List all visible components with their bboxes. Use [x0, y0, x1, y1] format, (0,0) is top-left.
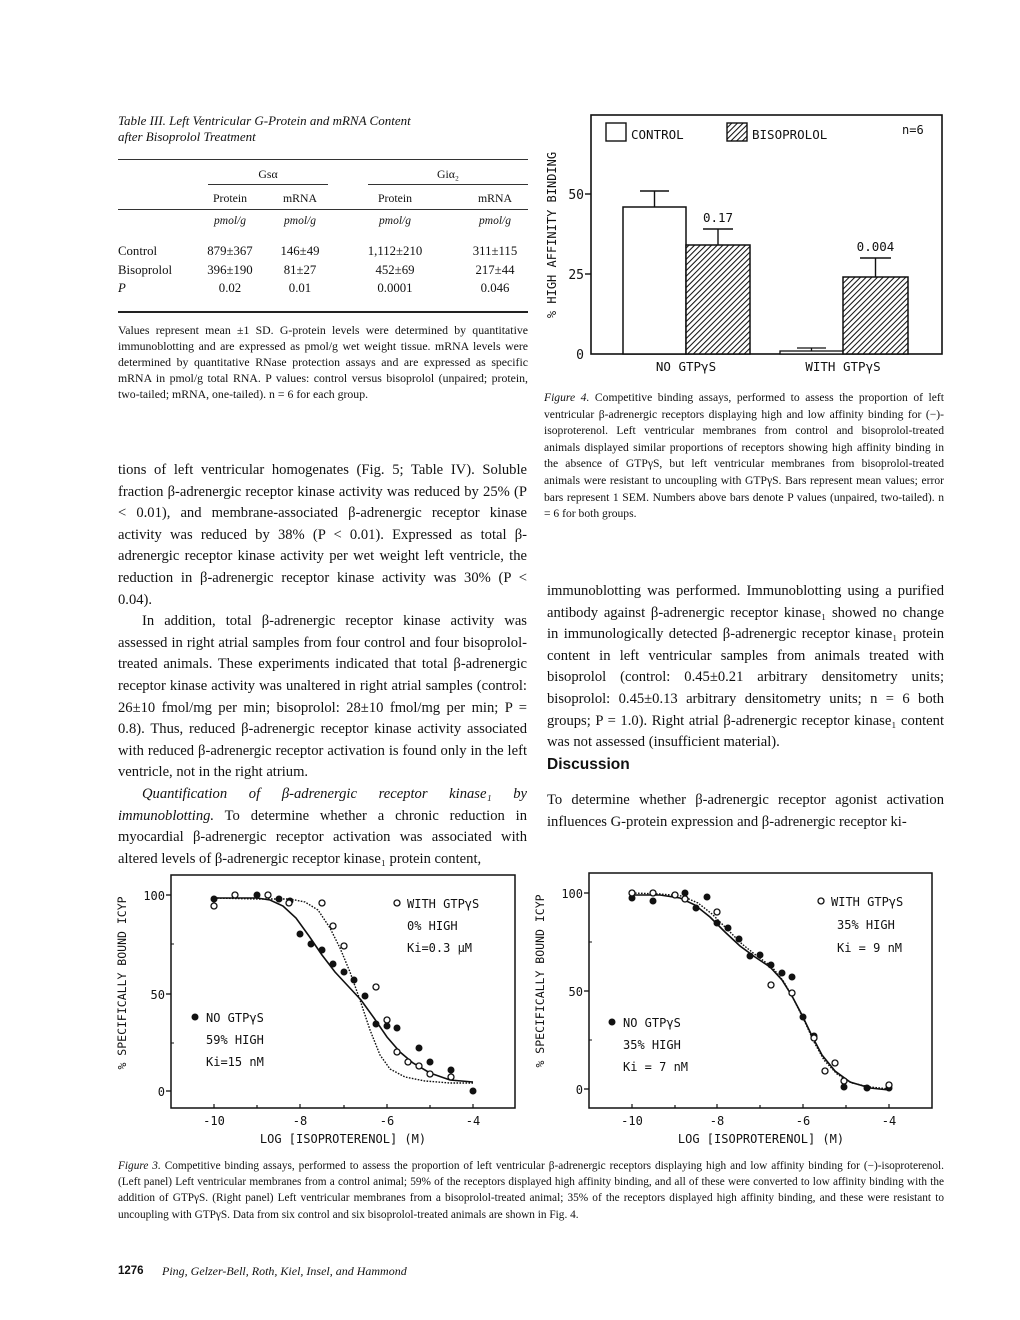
cell: 0.01	[288, 281, 312, 295]
cell: 217±44	[475, 262, 515, 277]
col-header: Protein	[212, 191, 248, 205]
svg-text:-6: -6	[795, 1114, 811, 1128]
y-axis-label: % HIGH AFFINITY BINDING	[545, 151, 559, 319]
p-value-annotation: 0.004	[856, 239, 895, 254]
run-in-heading: Quantification of β-adrenergic receptor kinase₁ by immunoblotting.	[118, 785, 527, 824]
cell: 1,112±210	[367, 244, 423, 258]
bar-control-with-gtp	[780, 351, 843, 354]
figure3-caption	[118, 1158, 944, 1223]
legend-label: 35% HIGH	[623, 1038, 681, 1052]
x-category-label: WITH GTPγS	[805, 359, 881, 374]
caption-body: Competitive binding assays, performed to assess the proportion of left ventricular β-adrenergic receptors displaying high and low affinity binding for (−)-isoproterenol. (Left panel) Left ventricular membranes from a control animal; 59% of the receptors displayed high affinity binding, and all of these were converted to low affinity binding with the addition of GTPγS. (Right panel) Left ventricular membranes from a bisoprolol-treated animal; 35% of the receptors displayed high affinity binding, and these were resistant to uncoupling with GTPγS. Data from six control and six bisoprolol-treated animals are shown in Fig. 4.	[118, 1160, 944, 1221]
legend-swatch-control	[606, 123, 626, 141]
caption-text	[544, 390, 944, 523]
paragraph-text: To determine whether a chronic reduction in myocardial β-adrenergic receptor activation was associated with altered levels of β-adrenergic receptor kinase₁ protein content,	[118, 807, 527, 867]
svg-text:-8: -8	[709, 1114, 725, 1128]
row-label: Control	[118, 244, 158, 258]
legend-label: Ki=0.3 µM	[407, 941, 473, 955]
n-label: n=6	[902, 123, 924, 137]
col-header: Protein	[377, 191, 413, 205]
unit: pmol/g	[479, 215, 511, 227]
caption-label: Figure 3.	[118, 1160, 161, 1172]
page-number: 1276	[118, 1265, 144, 1277]
table-title-line1: Table III. Left Ventricular G-Protein and mRNA Content	[118, 113, 411, 128]
legend-label-control: CONTROL	[631, 127, 684, 142]
p-value-annotation: 0.17	[702, 210, 734, 225]
y-tick-label: 0	[576, 348, 584, 363]
svg-text:-8: -8	[292, 1114, 308, 1128]
legend-label: NO GTPγS	[623, 1016, 681, 1030]
paragraph: To determine whether β-adrenergic receptor agonist activation influences G-protein expression and β-adrenergic receptor ki-	[547, 792, 944, 830]
cell: 146±49	[280, 244, 320, 258]
row-label: Bisoprolol	[118, 262, 173, 277]
svg-text:-6: -6	[379, 1114, 395, 1128]
paragraph: tions of left ventricular homogenates (Fig. 5; Table IV). Soluble fraction β-adrenergic receptor kinase activity was reduced by 25% (P < 0.01), and membrane-associated β-adrenergic receptor kinase activity was reduced by 38% (P < 0.01). Expressed as total β-adrenergic receptor kinase activity per wet weight left ventricle, the reduction in β-adrenergic receptor kinase activity was 30% (P < 0.04).	[118, 462, 527, 608]
svg-text:0: 0	[157, 1085, 165, 1099]
y-tick-label: 25	[568, 268, 584, 283]
svg-text:-4: -4	[465, 1114, 481, 1128]
col-header: mRNA	[477, 191, 513, 205]
legend-label: 0% HIGH	[407, 919, 458, 933]
right-column-text	[547, 581, 944, 754]
legend-label-bisoprolol: BISOPROLOL	[752, 127, 828, 142]
table-row	[118, 261, 528, 280]
legend-label: Ki=15 nM	[206, 1055, 264, 1069]
svg-text:-4: -4	[881, 1114, 897, 1128]
svg-text:50: 50	[150, 988, 165, 1002]
filled-circle-icon	[609, 1019, 616, 1026]
section-heading: Discussion	[547, 756, 630, 773]
y-axis-label: % SPECIFICALLY BOUND ICYP	[115, 896, 129, 1070]
figure4-caption	[544, 390, 944, 523]
row-label: P	[118, 281, 126, 295]
legend-label: 35% HIGH	[837, 918, 895, 932]
caption-text	[118, 1158, 944, 1223]
table-row	[118, 242, 528, 261]
legend-label: Ki = 9 nM	[837, 941, 903, 955]
unit: pmol/g	[214, 215, 246, 227]
legend-label: NO GTPγS	[206, 1011, 264, 1025]
left-column-text	[118, 460, 527, 870]
bar-bisoprolol-no-gtp	[686, 245, 750, 354]
filled-circle-icon	[192, 1014, 199, 1021]
legend-label: WITH GTPγS	[407, 897, 480, 911]
cell: 81±27	[283, 262, 317, 277]
unit: pmol/g	[379, 215, 411, 227]
legend-label: Ki = 7 nM	[623, 1060, 689, 1074]
x-category-label: NO GTPγS	[655, 359, 717, 374]
figure3-left-chart	[110, 868, 530, 1150]
figure4-bar-chart	[530, 108, 955, 378]
svg-text:50: 50	[568, 985, 583, 999]
group-header-gia2: Giα₂	[436, 167, 460, 181]
table-row	[118, 279, 528, 298]
table-bottom-rule	[118, 311, 528, 313]
table-title	[118, 113, 528, 145]
cell: 396±190	[207, 262, 253, 277]
legend-swatch-bisoprolol	[727, 123, 747, 141]
table-iii	[118, 113, 528, 160]
x-axis-label: LOG [ISOPROTERENOL] (M)	[677, 1132, 845, 1146]
paragraph: In addition, total β-adrenergic receptor kinase activity was assessed in right atrial samples from four control and four bisoprolol-treated animals. These experiments indicated that total β-adrenergic receptor kinase activity was unaltered in right atrial samples (control: 26±10 fmol/mg per min; bisoprolol: 28±10 fmol/mg per min; P = 0.8). Thus, reduced β-adrenergic receptor kinase activity associated with reduced β-adrenergic receptor activation is found only in the left ventricle, not in the right atrium.	[118, 613, 527, 781]
x-axis-label: LOG [ISOPROTERENOL] (M)	[259, 1132, 427, 1146]
y-tick-label: 50	[568, 188, 584, 203]
open-circle-icon	[394, 900, 400, 906]
bar-control-no-gtp	[623, 207, 686, 354]
bar-bisoprolol-with-gtp	[843, 277, 908, 354]
unit: pmol/g	[284, 215, 316, 227]
cell: 0.0001	[377, 281, 413, 295]
cell: 879±367	[207, 244, 253, 258]
y-axis-label: % SPECIFICALLY BOUND ICYP	[533, 894, 547, 1068]
paragraph	[118, 784, 527, 870]
figure3-right-chart	[530, 866, 950, 1150]
svg-text:-10: -10	[203, 1114, 225, 1128]
right-column-text-2	[547, 790, 944, 833]
header-rule	[118, 209, 528, 210]
svg-text:100: 100	[561, 887, 583, 901]
caption-body: Competitive binding assays, performed to assess the proportion of left ventricular β-adrenergic receptors displaying high and low affinity binding for (−)-isoproterenol. Left ventricular membranes from control and bisoprolol-treated animals displayed similar proportions of receptors showing high affinity binding in the absence of GTPγS, but left ventricular membranes from bisoprolol-treated animals were resistant to uncoupling with GTPγS. Bars represent mean values; error bars represent 1 SEM. Numbers above bars denote P values (unpaired, two-tailed). n = 6 for both groups.	[544, 391, 945, 521]
group-rule-gsa	[208, 184, 328, 185]
svg-text:0: 0	[575, 1083, 583, 1097]
table-title-line2: after Bisoprolol Treatment	[118, 129, 256, 144]
table-footnote: Values represent mean ±1 SD. G-protein levels were determined by quantitative immunoblotting and are expressed as pmol/g wet weight tissue. mRNA levels were determined by quantitative RNase protection assays and are expressed as specific mRNA in pmol/g total RNA. P values: control versus bisoprolol (unpaired; protein, two-tailed; mRNA, one-tailed). n = 6 for each group.	[118, 323, 528, 402]
cell: 452±69	[375, 262, 415, 277]
open-circle-icon	[818, 898, 824, 904]
col-header: mRNA	[282, 191, 318, 205]
cell: 0.046	[480, 281, 510, 295]
cell: 311±115	[472, 244, 518, 258]
table-body	[118, 242, 528, 298]
running-footer-authors: Ping, Gelzer-Bell, Roth, Kiel, Insel, and Hammond	[162, 1264, 407, 1278]
legend-label: WITH GTPγS	[831, 895, 904, 909]
cell: 0.02	[218, 281, 242, 295]
group-rule-gia2	[368, 184, 528, 185]
paragraph: immunoblotting was performed. Immunoblotting using a purified antibody against β-adrenergic receptor kinase₁ showed no change in immunologically detected β-adrenergic receptor kinase₁ protein content in left ventricular samples from animals treated with bisoprolol (control: 0.45±0.21 arbitrary densitometry units; bisoprolol: 0.45±0.13 arbitrary densitometry units; n = 6 both groups; P = 1.0). Right atrial β-adrenergic receptor kinase₁ content was not assessed (insufficient material).	[547, 583, 944, 751]
table-top-rule	[118, 159, 528, 160]
svg-text:100: 100	[143, 889, 165, 903]
caption-label: Figure 4.	[544, 391, 590, 404]
legend-label: 59% HIGH	[206, 1033, 264, 1047]
svg-text:-10: -10	[621, 1114, 643, 1128]
group-header-gsa: Gsα	[258, 167, 278, 181]
